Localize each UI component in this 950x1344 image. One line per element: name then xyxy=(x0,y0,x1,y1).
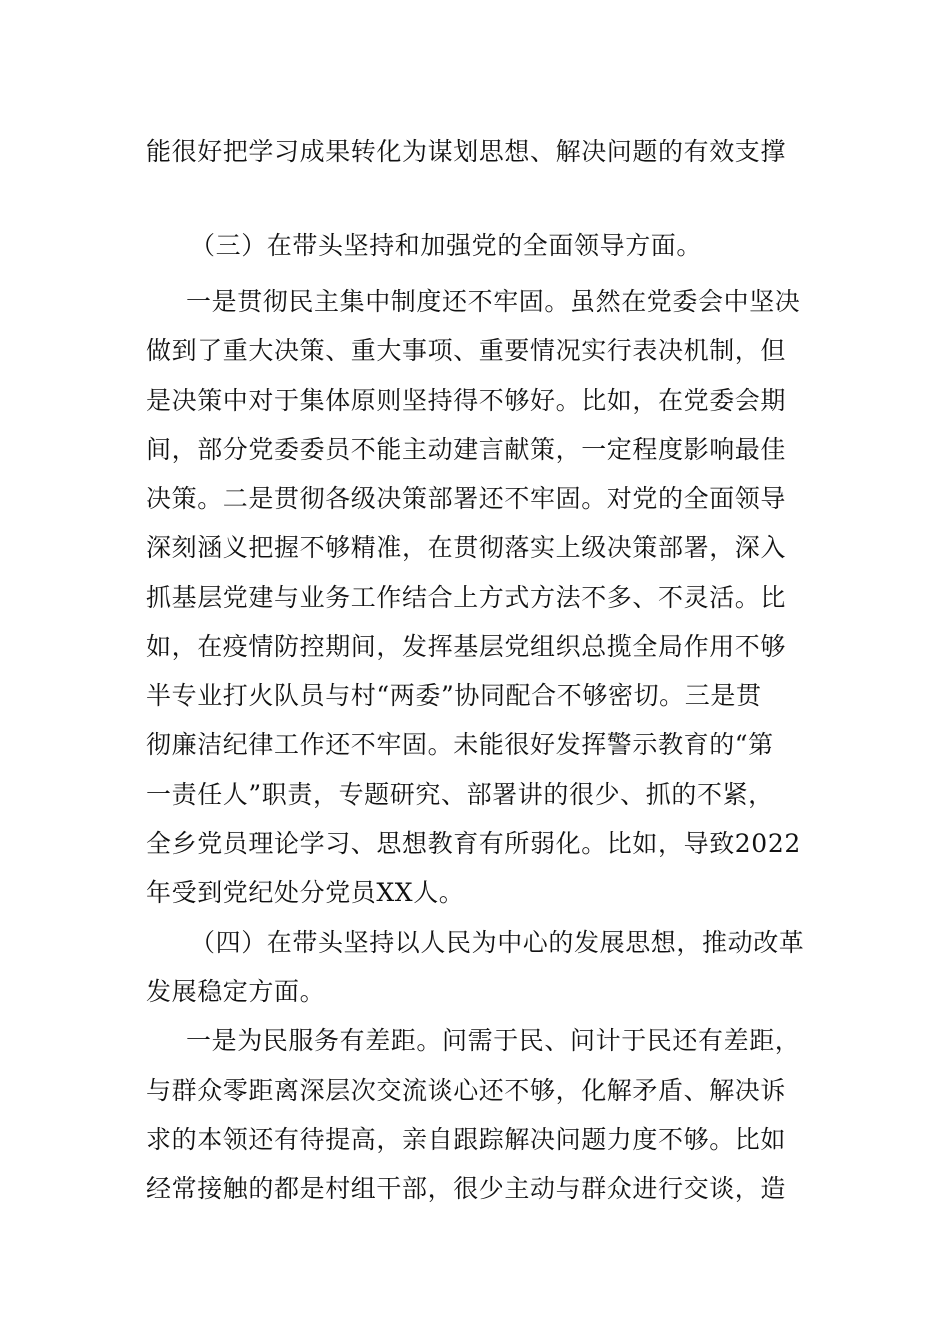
text-line-8: 深刻涵义把握不够精准，在贯彻落实上级决策部署，深入 xyxy=(146,533,787,562)
text-line-1: 能很好把学习成果转化为谋划思想、解决问题的有效支撑 xyxy=(146,137,787,166)
section-heading-4: （四）在带头坚持以人民为中心的发展思想，推动改革 xyxy=(190,928,805,957)
text-line-19: 与群众零距离深层次交流谈心还不够，化解矛盾、解决诉 xyxy=(146,1076,787,1105)
text-line-7: 决策。二是贯彻各级决策部署还不牢固。对党的全面领导 xyxy=(146,484,787,513)
text-line-17: 发展稳定方面。 xyxy=(146,977,326,1006)
text-line-10: 如，在疫情防控期间，发挥基层党组织总揽全局作用不够 xyxy=(146,632,787,661)
text-line-9: 抓基层党建与业务工作结合上方式方法不多、不灵活。比 xyxy=(146,583,787,612)
text-line-3: 一是贯彻民主集中制度还不牢固。虽然在党委会中坚决 xyxy=(186,287,801,316)
text-line-5: 是决策中对于集体原则坚持得不够好。比如，在党委会期 xyxy=(146,386,787,415)
text-line-18: 一是为民服务有差距。问需于民、问计于民还有差距， xyxy=(186,1026,801,1055)
section-heading-3: （三）在带头坚持和加强党的全面领导方面。 xyxy=(190,231,703,260)
text-line-20: 求的本领还有待提高，亲自跟踪解决问题力度不够。比如 xyxy=(146,1125,787,1154)
text-line-15: 年受到党纪处分党员XX人。 xyxy=(146,878,465,907)
text-line-6: 间，部分党委委员不能主动建言献策，一定程度影响最佳 xyxy=(146,435,787,464)
text-line-4: 做到了重大决策、重大事项、重要情况实行表决机制，但 xyxy=(146,336,787,365)
text-line-14: 全乡党员理论学习、思想教育有所弱化。比如，导致2022 xyxy=(146,829,801,858)
text-line-13: 一责任人”职责，专题研究、部署讲的很少、抓的不紧， xyxy=(146,780,774,809)
text-line-12: 彻廉洁纪律工作还不牢固。未能很好发挥警示教育的“第 xyxy=(146,730,774,759)
text-line-11: 半专业打火队员与村“两委”协同配合不够密切。三是贯 xyxy=(146,681,762,710)
text-line-21: 经常接触的都是村组干部，很少主动与群众进行交谈，造 xyxy=(146,1174,787,1203)
